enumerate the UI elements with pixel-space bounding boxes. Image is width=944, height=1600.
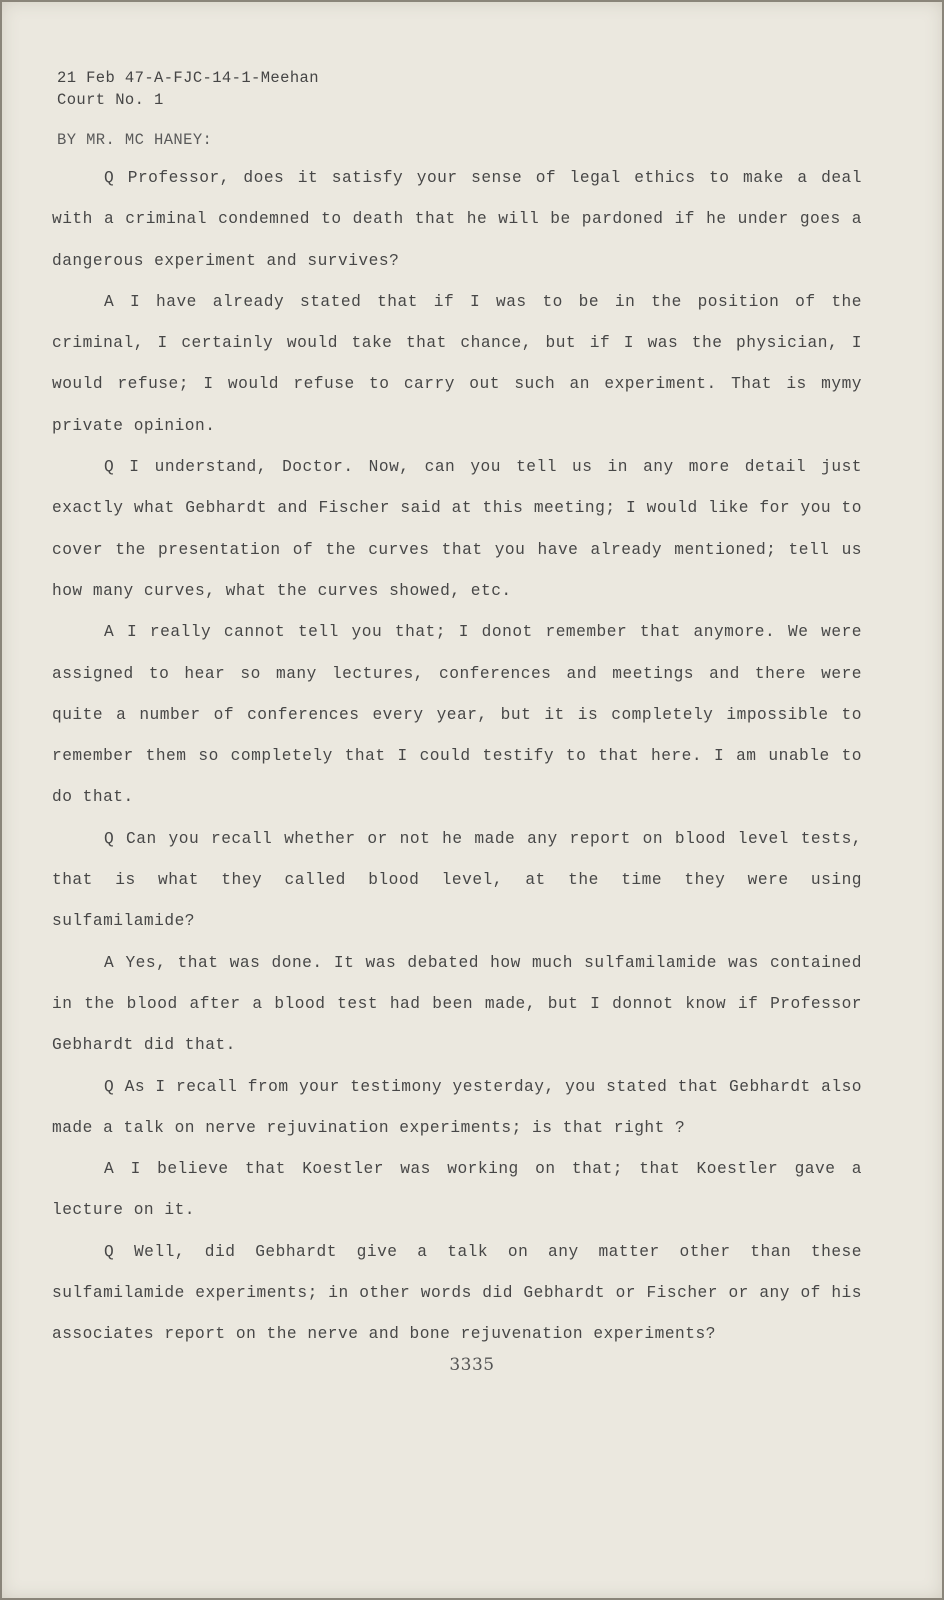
header-line-date-code: 21 Feb 47-A-FJC-14-1-Meehan [57,69,319,87]
transcript-paragraph: A Yes, that was done. It was debated how much sulfamilamide was contained in the blood after a blood test had been made, but I donnot know if Professor Gebhardt did that. [52,953,862,1055]
transcript-paragraph: Q As I recall from your testimony yesterday, you stated that Gebhardt also made a talk on nerve rejuvination experiments; is that right ? [52,1077,862,1137]
transcript-paragraph: A I have already stated that if I was to be in the position of the criminal, I certainly would take that chance, but if I was the physician, I would refuse; I would refuse to carry out such an experiment. That is mymy private opinion. [52,292,862,435]
document-header [57,67,319,111]
transcript-paragraph: Q I understand, Doctor. Now, can you tell us in any more detail just exactly what Gebhardt and Fischer said at this meeting; I would like for you to cover the presentation of the curves that you have already mentioned; tell us how many curves, what the curves showed, etc. [52,458,862,600]
transcript-paragraph: A I really cannot tell you that; I donot remember that anymore. We were assigned to hear so many lectures, conferences and meetings and there were quite a number of conferences every year, but it is completely impossible to remember them so completely that I could testify to that here. I am unable to do that. [52,623,862,807]
examiner-line: BY MR. MC HANEY: [57,131,213,149]
transcript-paragraph: A I believe that Koestler was working on that; that Koestler gave a lecture on it. [52,1160,862,1220]
page-number: 3335 [449,1355,495,1375]
transcript-body [52,158,862,1356]
transcript-paragraph: Q Can you recall whether or not he made any report on blood level tests, that is what they called blood level, at the time they were using sulfamilamide? [52,829,862,931]
transcript-paragraph: Q Well, did Gebhardt give a talk on any matter other than these sulfamilamide experiments; in other words did Gebhardt or Fischer or any of his associates report on the nerve and bone rejuvenation experiments? [52,1242,862,1344]
header-line-court: Court No. 1 [57,91,164,109]
transcript-paragraph: Q Professor, does it satisfy your sense of legal ethics to make a deal with a criminal condemned to death that he will be pardoned if he under goes a dangerous experiment and survives? [52,169,862,270]
